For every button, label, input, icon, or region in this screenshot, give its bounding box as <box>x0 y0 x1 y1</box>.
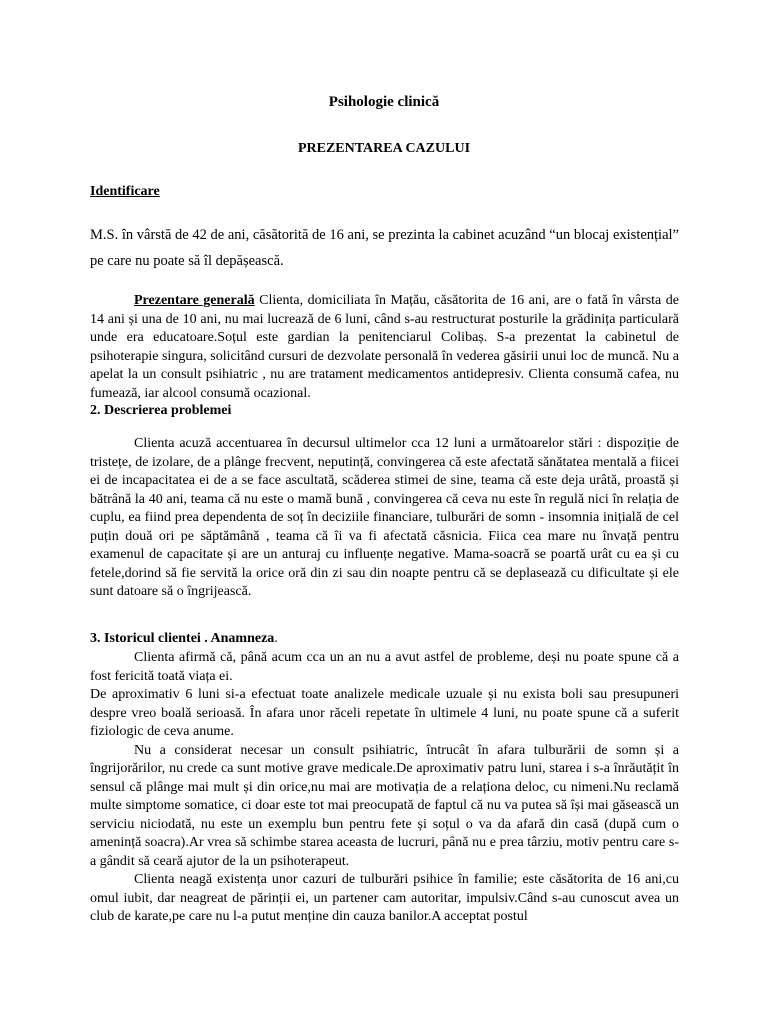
history-heading-suffix: . <box>274 631 278 646</box>
identification-text: M.S. în vârstă de 42 de ani, căsătorită de 16 ani, se prezinta la cabinet acuzând “un blocaj existențial” pe care nu poate să îl depășească. <box>90 227 679 269</box>
history-paragraph-2: De aproximativ 6 luni si-a efectuat toate analizele medicale uzuale și nu exista boli sau presupuneri despre vreo boală serioasă. În afara unor răceli repetate în ultimele 4 luni, nu poate spune că a suferit fiziologic de ceva anume. <box>90 687 679 739</box>
identification-heading: Identificare <box>90 184 160 199</box>
document-title: Psihologie clinică <box>328 94 440 110</box>
general-presentation-text <box>90 292 679 403</box>
document-subtitle: PREZENTAREA CAZULUI <box>297 141 471 156</box>
problem-text: Clienta acuză accentuarea în decursul ultimelor cca 12 luni a următoarelor stări : dispoziție de tristețe, de izolare, de a plânge frecvent, neputință, convingerea că este afectată sănătatea mentală a fiicei ei de incapacitatea ei de a se face ascultată, scăderea stimei de sine, teama că este deja urâtă, proastă și bătrână la 40 ani, teama că nu este o mamă bună , convingerea că ceva nu este în regulă nici în relația de cuplu, ea fiind prea dependenta de soț în deciziile financiare, tulburări de somn - insomnia inițială de cel puțin două ori pe săptămână , teama că îi va fi afectată căsnicia. Fiica cea mare nu învață pentru examenul de capacitate și are un anturaj cu influențe negative. Mama-soacră se poartă urât cu ea și cu fetele,dorind să fie servită la orice oră din zi sau din noapte pentru că se deplasează cu dificultate și ele sunt datoare să o îngrijească. <box>90 436 679 599</box>
history-paragraph-4: Clienta neagă existența unor cazuri de tulburări psihice în familie; este căsătorita de 16 ani,cu omul iubit, dar neagreat de părinții ei, un partener cam autoritar, impulsiv.Când s-au cunoscut avea un club de karate,pe care nu l-a putut menține din cauza banilor.A acceptat postul <box>90 872 679 924</box>
history-heading <box>90 630 278 649</box>
history-section <box>90 649 679 927</box>
history-paragraph-3: Nu a considerat necesar un consult psihiatric, întrucât în afara tulburării de somn și a îngrijorărilor, nu crede ca sunt motive grave medicale.De aproximativ patru luni, starea i s-a înrăutățit în sensul că plânge mai mult și din orice,nu mai are motivația de a relaționa deloc, cu nimeni.Nu reclamă multe simptome somatice, ci doar este tot mai preocupată de faptul că nu va putea să își mai găsească un serviciu niciodată, nu este un exemplu bun pentru fete și soțul o va da afară din casă (după cum o amenință soacra).Ar vrea să schimbe starea aceasta de lucruri, până nu e prea târziu, motiv pentru care s-a gândit să ceară ajutor de la un psihoterapeut. <box>90 742 679 869</box>
problem-heading: 2. Descrierea problemei <box>90 403 232 418</box>
general-presentation-paragraph <box>90 292 679 403</box>
problem-paragraph <box>90 435 679 602</box>
general-presentation-body: Clienta, domiciliata în Mațău, căsătorita de 16 ani, are o fată în vârsta de 14 ani și una de 10 ani, nu mai lucrează de 6 luni, când s-au restructurat posturile la grădinița particulară unde era educatoare.Soțul este gardian la penitenciarul Colibaș. S-a prezentat la cabinetul de psihoterapie singura, solicitând cursuri de dezvolate personală în vederea găsirii unui loc de muncă. Nu a apelat la un consult psihiatric , nu are tratament medicamentos antidepresiv. Clienta consumă cafea, nu fumează, iar alcool consumă ocazional. <box>90 293 679 401</box>
general-presentation-lead: Prezentare generală <box>134 293 255 308</box>
history-paragraph-1: Clienta afirmă că, până acum cca un an nu a avut astfel de probleme, deși nu poate spune că a fost fericită toată viața ei. <box>90 650 679 684</box>
history-heading-text: 3. Istoricul clientei . Anamneza <box>90 631 275 646</box>
identification-paragraph <box>90 222 679 274</box>
